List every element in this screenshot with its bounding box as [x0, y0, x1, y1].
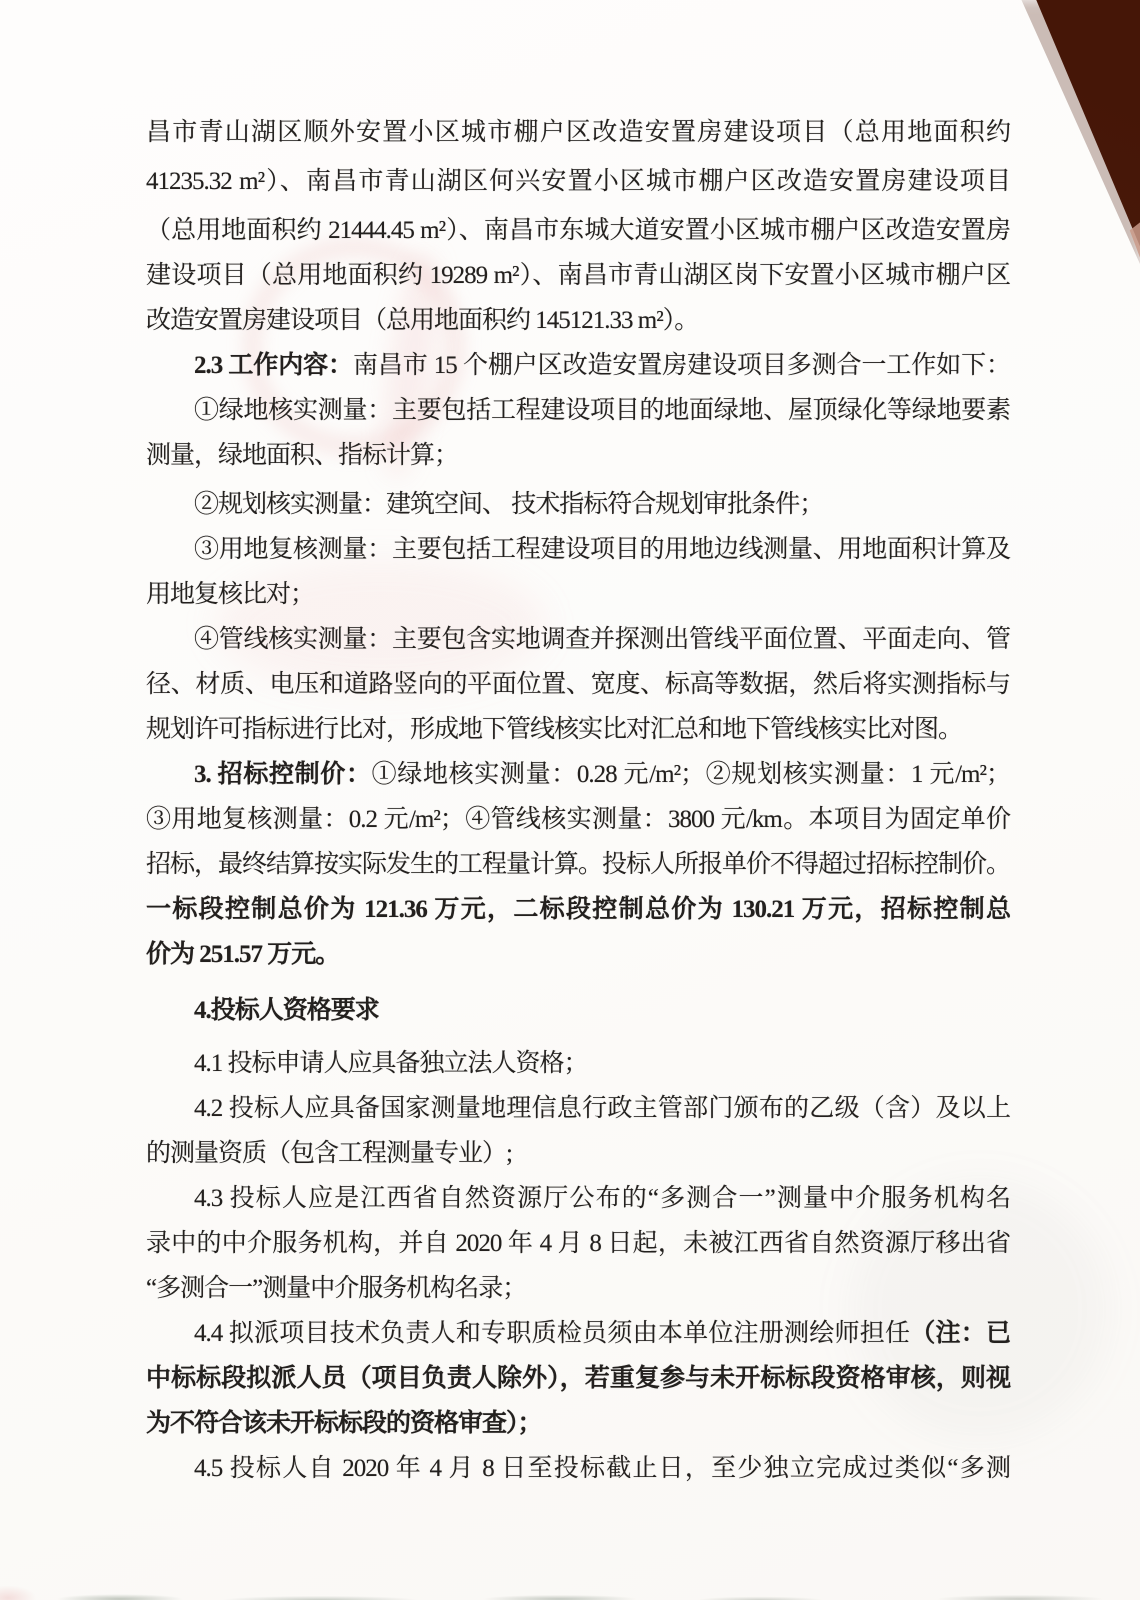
text-line [146, 752, 1010, 797]
bold-text-segment: 一标段控制总价为 121.36 万元，二标段控制总价为 130.21 万元，招标控制总 [146, 896, 1010, 923]
text-segment: ②规划核实测量：建筑空间、 技术指标符合规划审批条件； [194, 491, 824, 518]
text-line [146, 482, 1010, 527]
text-segment: 用地复核比对； [146, 581, 315, 608]
bold-text-segment: 2.3 工作内容： [194, 352, 353, 379]
text-segment: 4.5 投标人自 2020 年 4 月 8 日至投标截止日，至少独立完成过类似“多测 [194, 1455, 1010, 1482]
text-line [146, 1086, 1010, 1131]
text-segment: “多测合一”测量中介服务机构名录； [146, 1275, 527, 1302]
text-line [146, 932, 1010, 977]
text-line [146, 988, 1010, 1033]
text-segment: 测量，绿地面积、指标计算； [146, 442, 459, 469]
bold-text-segment: 中标标段拟派人员（项目负责人除外），若重复参与未开标标段资格审核，则视 [146, 1365, 1010, 1392]
text-line [146, 1041, 1010, 1086]
text-line [146, 797, 1010, 842]
text-line [146, 388, 1010, 433]
bold-text-segment: 为不符合该未开标标段的资格审查）； [146, 1410, 542, 1437]
text-line [146, 572, 1010, 617]
text-segment: ③用地复核测量：主要包括工程建设项目的用地边线测量、用地面积计算及 [194, 536, 1010, 563]
text-line [146, 433, 1010, 478]
text-segment: 4.1 投标申请人应具备独立法人资格； [194, 1050, 588, 1077]
bold-text-segment: （注：已 [910, 1320, 1010, 1347]
text-line [146, 110, 1010, 155]
text-segment: 南昌市 15 个棚户区改造安置房建设项目多测合一工作如下： [352, 352, 1010, 379]
text-segment: 4.3 投标人应是江西省自然资源厅公布的“多测合一”测量中介服务机构名 [194, 1185, 1010, 1212]
text-line [146, 159, 1010, 204]
text-segment: 规划许可指标进行比对，形成地下管线核实比对汇总和地下管线核实比对图。 [146, 716, 963, 743]
text-segment: 录中的中介服务机构，并自 2020 年 4 月 8 日起，未被江西省自然资源厅移出省 [146, 1230, 1010, 1257]
text-line [146, 208, 1010, 253]
text-line [146, 343, 1010, 388]
text-segment: ③用地复核测量：0.2 元/m²；④管线核实测量：3800 元/km。本项目为固定单价 [146, 806, 1010, 833]
scan-noise-strip [0, 1586, 1140, 1600]
text-line [146, 842, 1010, 887]
text-line [146, 617, 1010, 662]
text-segment: 4.4 拟派项目技术负责人和专职质检员须由本单位注册测绘师担任 [194, 1320, 911, 1347]
text-line [146, 253, 1010, 298]
text-line [146, 662, 1010, 707]
text-segment: 4.2 投标人应具备国家测量地理信息行政主管部门颁布的乙级（含）及以上 [194, 1095, 1010, 1122]
text-line [146, 707, 1010, 752]
text-line [146, 1131, 1010, 1176]
text-segment: 建设项目（总用地面积约 19289 m²）、南昌市青山湖区岗下安置小区城市棚户区 [146, 262, 1010, 289]
text-segment: ①绿地核实测量：主要包括工程建设项目的地面绿地、屋顶绿化等绿地要素 [194, 397, 1010, 424]
text-segment: 的测量资质（包含工程测量专业）; [146, 1140, 512, 1167]
text-segment: 昌市青山湖区顺外安置小区城市棚户区改造安置房建设项目（总用地面积约 [146, 119, 1010, 146]
text-line [146, 1221, 1010, 1266]
text-segment: 改造安置房建设项目（总用地面积约 145121.33 m²）。 [146, 307, 699, 334]
text-segment: 径、材质、电压和道路竖向的平面位置、宽度、标高等数据，然后将实测指标与 [146, 671, 1010, 698]
text-line [146, 527, 1010, 572]
text-line [146, 887, 1010, 932]
text-line [146, 1356, 1010, 1401]
text-line [146, 1266, 1010, 1311]
document-text [146, 110, 1010, 1491]
text-line [146, 1311, 1010, 1356]
text-segment: ④管线核实测量：主要包含实地调查并探测出管线平面位置、平面走向、管 [194, 626, 1010, 653]
text-line [146, 1176, 1010, 1221]
text-segment: 41235.32 m²）、南昌市青山湖区何兴安置小区城市棚户区改造安置房建设项目 [146, 168, 1010, 195]
bold-text-segment: 4.投标人资格要求 [194, 997, 379, 1024]
text-line [146, 1446, 1010, 1491]
text-line [146, 1401, 1010, 1446]
text-segment: ①绿地核实测量：0.28 元/m²；②规划核实测量：1 元/m²； [371, 761, 1010, 788]
bold-text-segment: 价为 251.57 万元。 [146, 941, 340, 968]
bold-text-segment: 3. 招标控制价： [194, 761, 372, 788]
text-line [146, 298, 1010, 343]
text-segment: （总用地面积约 21444.45 m²）、南昌市东城大道安置小区城市棚户区改造安置房 [146, 217, 1010, 244]
text-segment: 招标，最终结算按实际发生的工程量计算。投标人所报单价不得超过招标控制价。 [146, 851, 1011, 878]
